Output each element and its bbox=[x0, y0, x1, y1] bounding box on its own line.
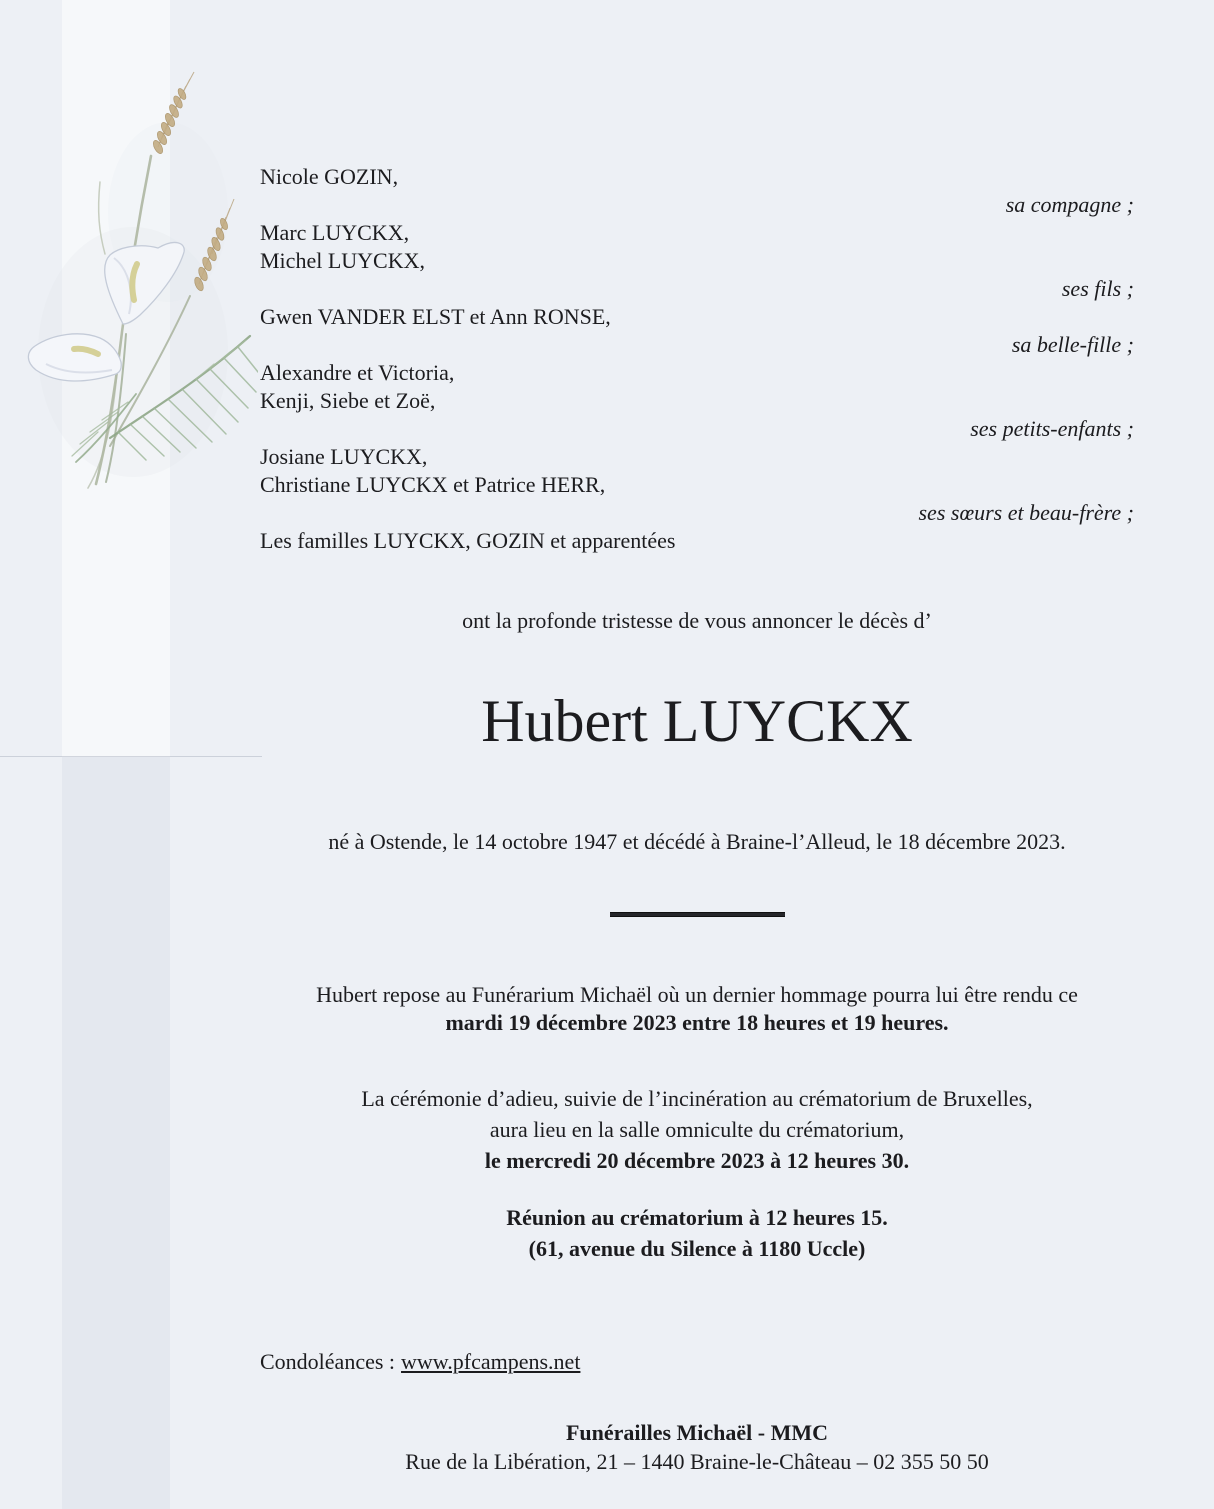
family-names-line: Nicole GOZIN, bbox=[260, 164, 399, 189]
family-names-line: Les familles LUYCKX, GOZIN et apparentées bbox=[260, 528, 676, 553]
condolences-label: Condoléances : bbox=[260, 1349, 396, 1374]
announcement-text: ont la profonde tristesse de vous annoncer le décès d’ bbox=[462, 608, 932, 633]
condolences-line bbox=[260, 1348, 1134, 1376]
calla-lily-wheat-artwork bbox=[18, 52, 258, 492]
ceremony-datetime: le mercredi 20 décembre 2023 à 12 heures 30. bbox=[484, 1148, 910, 1173]
relationship-label: ses fils ; bbox=[1061, 276, 1134, 301]
funeral-home-name: Funérailles Michaël - MMC bbox=[565, 1420, 829, 1445]
ceremony-line-2: aura lieu en la salle omniculte du crématorium, bbox=[489, 1117, 905, 1142]
funeral-home-footer bbox=[260, 1418, 1134, 1476]
meeting-time: Réunion au crématorium à 12 heures 15. bbox=[506, 1205, 888, 1230]
family-announcement-list bbox=[260, 163, 1134, 555]
deceased-name: Hubert LUYCKX bbox=[481, 688, 913, 754]
relationship-label: sa compagne ; bbox=[1005, 192, 1134, 217]
family-names-line: Marc LUYCKX, bbox=[260, 220, 410, 245]
funeral-home-address: Rue de la Libération, 21 – 1440 Braine-le-Château – 02 355 50 50 bbox=[405, 1449, 989, 1474]
section-divider bbox=[610, 912, 785, 917]
family-names-line: Alexandre et Victoria, bbox=[260, 360, 455, 385]
family-names-line: Michel LUYCKX, bbox=[260, 248, 425, 273]
family-names-line: Kenji, Siebe et Zoë, bbox=[260, 388, 436, 413]
announcement-content bbox=[260, 0, 1134, 1476]
condolences-link[interactable]: www.pfcampens.net bbox=[401, 1349, 581, 1374]
family-names-line: Josiane LUYCKX, bbox=[260, 444, 428, 469]
life-dates: né à Ostende, le 14 octobre 1947 et décédé à Braine-l’Alleud, le 18 décembre 2023. bbox=[328, 829, 1066, 854]
ceremony-line-1: La cérémonie d’adieu, suivie de l’incinération au crématorium de Bruxelles, bbox=[361, 1086, 1033, 1111]
wake-info bbox=[260, 981, 1134, 1037]
scan-artifact-seam bbox=[0, 756, 262, 757]
ceremony-info bbox=[260, 1083, 1134, 1176]
family-names-line: Gwen VANDER ELST et Ann RONSE, bbox=[260, 304, 611, 329]
scan-artifact-band-bottom bbox=[62, 757, 170, 1509]
meeting-address: (61, avenue du Silence à 1180 Uccle) bbox=[528, 1236, 866, 1261]
family-names-line: Christiane LUYCKX et Patrice HERR, bbox=[260, 472, 606, 497]
wake-datetime: mardi 19 décembre 2023 entre 18 heures et 19 heures. bbox=[445, 1010, 949, 1035]
wake-line-1: Hubert repose au Funérarium Michaël où un dernier hommage pourra lui être rendu ce bbox=[316, 982, 1078, 1007]
relationship-label: ses petits-enfants ; bbox=[970, 416, 1134, 441]
relationship-label: ses sœurs et beau-frère ; bbox=[918, 500, 1134, 525]
relationship-label: sa belle-fille ; bbox=[1011, 332, 1134, 357]
meeting-info bbox=[260, 1202, 1134, 1264]
